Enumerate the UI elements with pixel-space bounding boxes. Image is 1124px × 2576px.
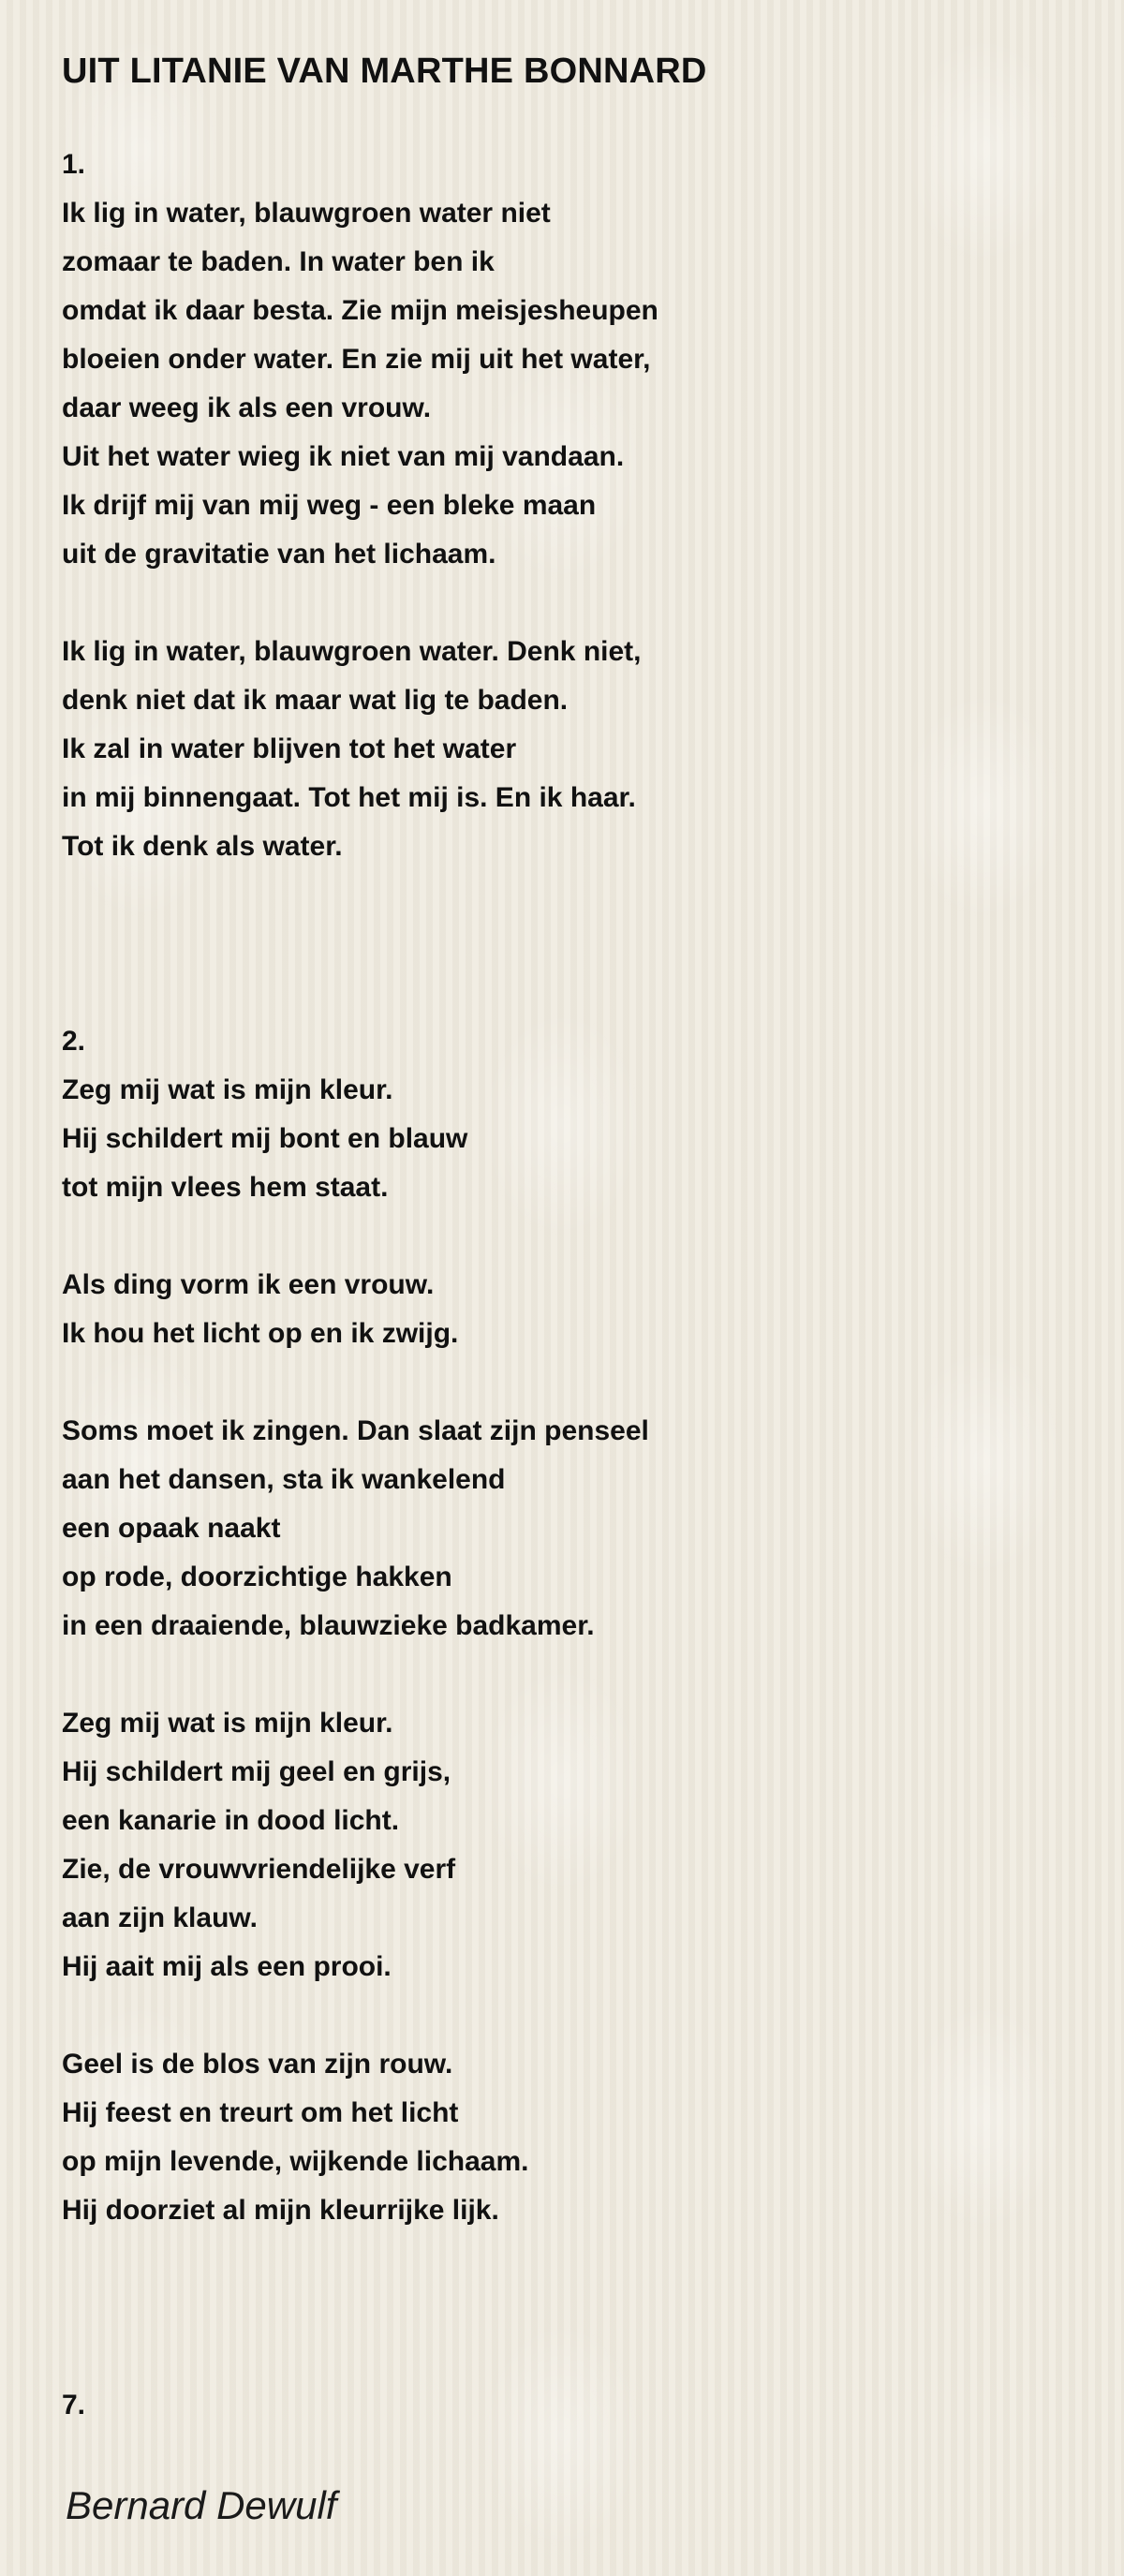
poem-line: uit de gravitatie van het lichaam.	[62, 539, 496, 570]
poem-title: UIT LITANIE VAN MARTHE BONNARD	[62, 52, 707, 91]
poem-line: Hij feest en treurt om het licht	[62, 2097, 459, 2128]
poem-line: Zie, de vrouwvriendelijke verf	[62, 1854, 456, 1885]
poem-line: Zeg mij wat is mijn kleur.	[62, 1074, 393, 1105]
poem-line: zomaar te baden. In water ben ik	[62, 246, 495, 277]
stanza-break	[62, 1212, 649, 1261]
poem-line: omdat ik daar besta. Zie mijn meisjesheupen	[62, 295, 658, 326]
poem-line: Zeg mij wat is mijn kleur.	[62, 1708, 393, 1739]
poem-line: Ik lig in water, blauwgroen water niet	[62, 198, 551, 229]
poem-line: Uit het water wieg ik niet van mij vandaan.	[62, 441, 625, 472]
poem-line: Tot ik denk als water.	[62, 831, 343, 862]
poem-line: Hij schildert mij geel en grijs,	[62, 1756, 451, 1787]
poem-line: Hij aait mij als een prooi.	[62, 1951, 392, 1982]
poem-line: in mij binnengaat. Tot het mij is. En ik haar.	[62, 782, 636, 813]
section-1	[62, 141, 658, 871]
poem-line: bloeien onder water. En zie mij uit het water,	[62, 344, 651, 375]
poem-line: Als ding vorm ik een vrouw.	[62, 1269, 435, 1300]
poem-line: een kanarie in dood licht.	[62, 1805, 400, 1836]
section-2	[62, 1017, 649, 2235]
poem-page	[62, 49, 1073, 2421]
section-number: 7.	[62, 2390, 86, 2421]
stanza-break	[62, 579, 658, 628]
section-number: 1.	[62, 149, 86, 180]
poem-line: in een draaiende, blauwzieke badkamer.	[62, 1610, 595, 1641]
poem-line: Ik hou het licht op en ik zwijg.	[62, 1318, 459, 1349]
poem-line: Ik lig in water, blauwgroen water. Denk niet,	[62, 636, 642, 667]
stanza-break	[62, 1651, 649, 1699]
poem-line: Soms moet ik zingen. Dan slaat zijn penseel	[62, 1415, 649, 1446]
poem-line: Hij schildert mij bont en blauw	[62, 1123, 468, 1154]
section-number: 2.	[62, 1026, 86, 1057]
poem-line: Hij doorziet al mijn kleurrijke lijk.	[62, 2195, 499, 2226]
author-signature: Bernard Dewulf	[66, 2483, 337, 2527]
section-7	[62, 2381, 85, 2430]
poem-line: Ik drijf mij van mij weg - een bleke maan	[62, 490, 597, 521]
poem-line: op rode, doorzichtige hakken	[62, 1562, 452, 1592]
poem-line: op mijn levende, wijkende lichaam.	[62, 2146, 529, 2177]
poem-line: daar weeg ik als een vrouw.	[62, 392, 432, 423]
poem-line: denk niet dat ik maar wat lig te baden.	[62, 685, 569, 716]
poem-line: tot mijn vlees hem staat.	[62, 1172, 389, 1203]
poem-line: een opaak naakt	[62, 1513, 281, 1544]
stanza-break	[62, 1991, 649, 2040]
poem-line: aan het dansen, sta ik wankelend	[62, 1464, 506, 1495]
poem-line: aan zijn klauw.	[62, 1902, 258, 1933]
stanza-break	[62, 1358, 649, 1407]
poem-line: Geel is de blos van zijn rouw.	[62, 2049, 453, 2080]
poem-line: Ik zal in water blijven tot het water	[62, 733, 517, 764]
